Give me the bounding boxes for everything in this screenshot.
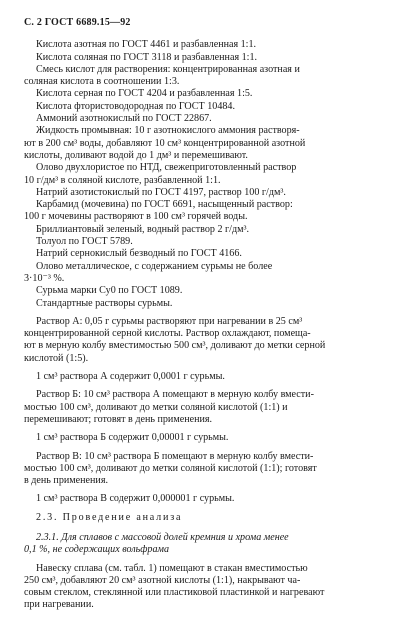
text-line: ют в 200 см³ воды, добавляют 10 см³ концентрированной азотной: [24, 137, 306, 149]
text-line: кислоты, доливают водой до 1 дм³ и перемешивают.: [24, 149, 248, 161]
text-line: Кислота соляная по ГОСТ 3118 и разбавленная 1:1.: [36, 51, 258, 63]
page-header: С. 2 ГОСТ 6689.15—92: [24, 17, 131, 28]
text-line: Бриллиантовый зеленый, водный раствор 2 г/дм³.: [36, 223, 250, 235]
text-line: Толуол по ГОСТ 5789.: [36, 236, 133, 248]
text-line: Натрий азотистокислый по ГОСТ 4197, раствор 100 г/дм³.: [36, 186, 286, 198]
text-line: 1 см³ раствора В содержит 0,000001 г сурьмы.: [36, 493, 235, 505]
text-line: Кислота фтористоводородная по ГОСТ 10484.: [36, 100, 235, 112]
section-heading: 2.3. Проведение анализа: [36, 511, 183, 523]
text-line: Раствор В: 10 см³ раствора Б помещают в мерную колбу вмести-: [36, 450, 314, 462]
subsection-heading: 0,1 %, не содержащих вольфрама: [24, 544, 170, 556]
text-line: 1 см³ раствора А содержит 0,0001 г сурьмы.: [36, 371, 225, 383]
text-line: Смесь кислот для растворения: концентрированная азотная и: [36, 63, 300, 75]
text-line: кислотой (1:5).: [24, 352, 89, 364]
text-line: 10 г/дм³ в соляной кислоте, разбавленной 1:1.: [24, 174, 221, 186]
text-line: в день применения.: [24, 475, 109, 487]
text-line: Раствор Б: 10 см³ раствора А помещают в мерную колбу вмести-: [36, 389, 314, 401]
text-line: соляная кислота в соотношении 1:3.: [24, 76, 180, 88]
text-line: ют в мерную колбу вместимостью 500 см³, доливают до метки серной: [24, 340, 326, 352]
text-line: Раствор А: 0,05 г сурьмы растворяют при нагревании в 25 см³: [36, 315, 303, 327]
text-line: мостью 100 см³, доливают до метки соляной кислотой (1:1) и: [24, 401, 288, 413]
text-line: 1 см³ раствора Б содержит 0,00001 г сурьмы.: [36, 432, 229, 444]
text-line: Стандартные растворы сурьмы.: [36, 297, 173, 309]
text-line: Кислота азотная по ГОСТ 4461 и разбавленная 1:1.: [36, 39, 257, 51]
text-line: перемешивают; готовят в день применения.: [24, 413, 213, 425]
text-line: Аммоний азотнокислый по ГОСТ 22867.: [36, 113, 212, 125]
text-line: Кислота серная по ГОСТ 4204 и разбавленная 1:5.: [36, 88, 253, 100]
text-line: Олово двухлористое по НТД, свежеприготовленный раствор: [36, 162, 297, 174]
text-line: Жидкость промывная: 10 г азотнокислого аммония растворя-: [36, 125, 300, 137]
text-line: Навеску сплава (см. табл. 1) помещают в стакан вместимостью: [36, 562, 308, 574]
text-line: 100 г мочевины растворяют в 100 см³ горячей воды.: [24, 211, 248, 223]
text-line: совым стеклом, стеклянной или пластиковой пластинкой и нагревают: [24, 587, 325, 599]
text-line: Натрий сернокислый безводный по ГОСТ 4166.: [36, 248, 242, 260]
text-line: Сурьма марки Су0 по ГОСТ 1089.: [36, 285, 183, 297]
subsection-heading: 2.3.1. Для сплавов с массовой долей кремния и хрома менее: [36, 531, 289, 543]
text-line: мостью 100 см³, доливают до метки соляной кислотой (1:1); готовят: [24, 462, 317, 474]
text-line: концентрированной серной кислоты. Раствор охлаждают, помеща-: [24, 328, 311, 340]
text-line: 3·10⁻³ %.: [24, 272, 65, 284]
text-line: при нагревании.: [24, 599, 94, 611]
text-line: Карбамид (мочевина) по ГОСТ 6691, насыщенный раствор:: [36, 199, 293, 211]
text-line: Олово металлическое, с содержанием сурьмы не более: [36, 260, 273, 272]
text-line: 250 см³, добавляют 20 см³ азотной кислоты (1:1), накрывают ча-: [24, 574, 301, 586]
